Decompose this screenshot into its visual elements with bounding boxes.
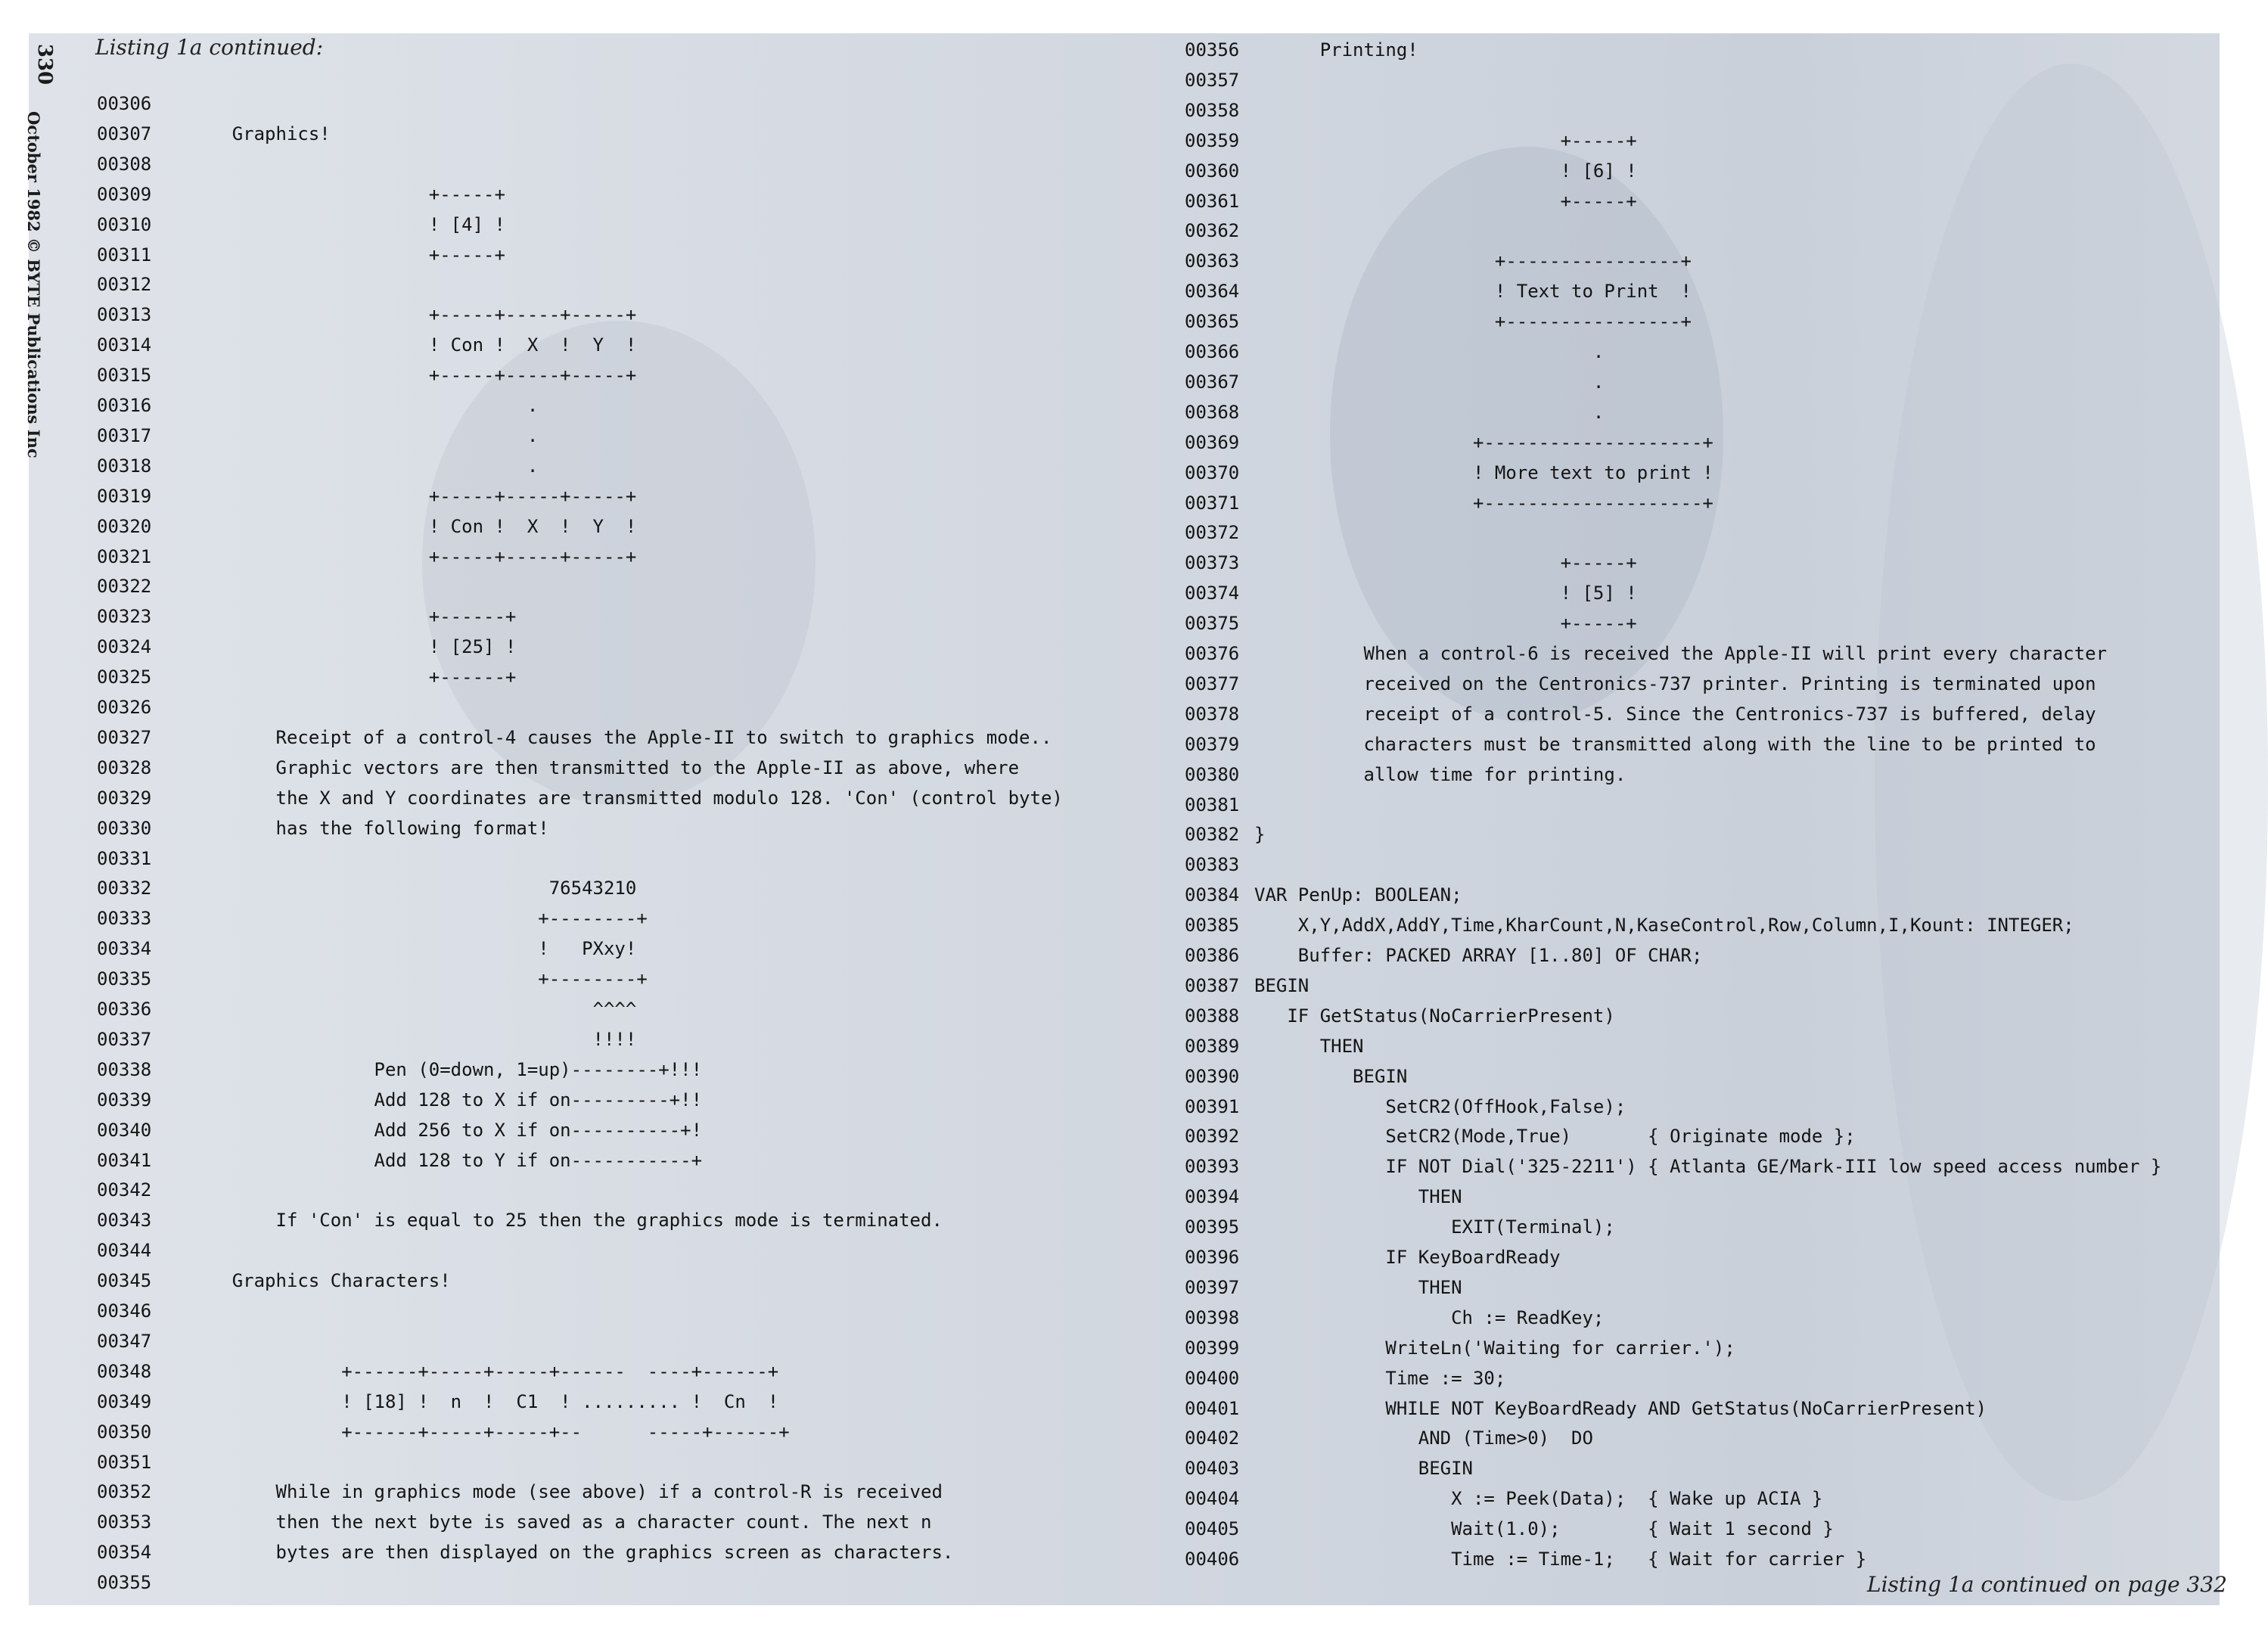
code-text: IF GetStatus(NoCarrierPresent) (1254, 1005, 1615, 1027)
line-number: 00375 (1185, 613, 1240, 635)
line-number: 00325 (97, 666, 152, 688)
line-number: 00393 (1185, 1156, 1240, 1178)
line-number: 00397 (1185, 1276, 1240, 1298)
code-text: +--------+ (166, 968, 648, 990)
header-caption: Listing 1a continued: (95, 35, 324, 60)
line-number: 00377 (1185, 673, 1240, 694)
line-number: 00382 (1185, 824, 1240, 846)
code-text: +-----+ (1254, 129, 1637, 151)
copyright-credit: October 1982 © BYTE Publications Inc (24, 111, 43, 458)
line-number: 00313 (97, 304, 152, 326)
line-number: 00370 (1185, 461, 1240, 483)
code-text: Graphics! (166, 123, 331, 144)
code-text: the X and Y coordinates are transmitted modulo 128. 'Con' (control byte) (166, 787, 1063, 809)
line-number: 00366 (1185, 341, 1240, 362)
code-text: ! PXxy! (166, 938, 637, 960)
code-text: characters must be transmitted along with the line to be printed to (1254, 733, 2096, 755)
code-text: ! More text to print ! (1254, 461, 1713, 483)
code-text: THEN (1254, 1186, 1462, 1208)
code-text: has the following format! (166, 817, 549, 839)
code-text: If 'Con' is equal to 25 then the graphics mode is terminated. (166, 1210, 943, 1232)
line-number: 00347 (97, 1330, 152, 1352)
code-text: SetCR2(OffHook,False); (1254, 1095, 1626, 1117)
line-number: 00309 (97, 183, 152, 205)
line-number: 00314 (97, 334, 152, 356)
line-number: 00337 (97, 1028, 152, 1050)
line-number: 00344 (97, 1240, 152, 1262)
line-number: 00346 (97, 1300, 152, 1322)
code-text: +-----+ (166, 244, 505, 266)
line-number: 00307 (97, 123, 152, 144)
code-text: X,Y,AddX,AddY,Time,KharCount,N,KaseControl,Row,Column,I,Kount: INTEGER; (1254, 915, 2074, 937)
line-number: 00376 (1185, 643, 1240, 664)
code-text: Graphics Characters! (166, 1270, 451, 1292)
code-text: VAR PenUp: BOOLEAN; (1254, 884, 1462, 906)
code-text: Buffer: PACKED ARRAY [1..80] OF CHAR; (1254, 945, 1703, 966)
code-text: +------+ (166, 606, 517, 628)
code-text: Ch := ReadKey; (1254, 1306, 1605, 1328)
line-number: 00398 (1185, 1306, 1240, 1328)
code-text: +-----+-----+-----+ (166, 365, 637, 387)
background-photo-blob (1875, 64, 2268, 1501)
footer-caption: Listing 1a continued on page 332 (1867, 1572, 2227, 1597)
code-text: WriteLn('Waiting for carrier.'); (1254, 1337, 1735, 1359)
code-text: ! Con ! X ! Y ! (166, 334, 637, 356)
line-number: 00318 (97, 455, 152, 477)
code-text: IF NOT Dial('325-2211') { Atlanta GE/Mark-III low speed access number } (1254, 1156, 2162, 1178)
code-text: ! Con ! X ! Y ! (166, 515, 637, 537)
line-number: 00364 (1185, 281, 1240, 303)
line-number: 00338 (97, 1058, 152, 1080)
line-number: 00330 (97, 817, 152, 839)
code-text: Time := Time-1; { Wait for carrier } (1254, 1549, 1867, 1570)
line-number: 00334 (97, 938, 152, 960)
code-text: Wait(1.0); { Wait 1 second } (1254, 1518, 1834, 1540)
line-number: 00308 (97, 153, 152, 175)
code-text: ! [18] ! n ! C1 ! ......... ! Cn ! (166, 1390, 779, 1412)
line-number: 00319 (97, 485, 152, 507)
line-number: 00373 (1185, 552, 1240, 574)
line-number: 00404 (1185, 1488, 1240, 1510)
code-text: . (166, 395, 539, 416)
code-text: +----------------+ (1254, 311, 1692, 333)
line-number: 00402 (1185, 1427, 1240, 1449)
code-text: . (1254, 401, 1605, 423)
code-text: ! [4] ! (166, 213, 505, 235)
line-number: 00380 (1185, 763, 1240, 785)
line-number: 00311 (97, 244, 152, 266)
code-text: receipt of a control-5. Since the Centronics-737 is buffered, delay (1254, 703, 2096, 725)
line-number: 00331 (97, 847, 152, 869)
code-text: BEGIN (1254, 1065, 1408, 1087)
line-number: 00321 (97, 545, 152, 567)
line-number: 00348 (97, 1360, 152, 1382)
code-text: Printing! (1254, 39, 1418, 61)
code-text: THEN (1254, 1035, 1364, 1057)
line-number: 00320 (97, 515, 152, 537)
code-text: WHILE NOT KeyBoardReady AND GetStatus(NoCarrierPresent) (1254, 1397, 1987, 1419)
code-text: Pen (0=down, 1=up)--------+!!! (166, 1058, 703, 1080)
code-text: +------+ (166, 666, 517, 688)
line-number: 00312 (97, 274, 152, 296)
line-number: 00326 (97, 697, 152, 718)
code-text: Add 256 to X if on----------+! (166, 1119, 703, 1141)
code-text: Time := 30; (1254, 1367, 1506, 1389)
line-number: 00360 (1185, 160, 1240, 182)
line-number: 00329 (97, 787, 152, 809)
line-number: 00333 (97, 908, 152, 930)
code-text: } (1254, 824, 1266, 846)
line-number: 00324 (97, 636, 152, 658)
line-number: 00349 (97, 1390, 152, 1412)
line-number: 00383 (1185, 854, 1240, 876)
line-number: 00327 (97, 726, 152, 748)
line-number: 00396 (1185, 1247, 1240, 1268)
line-number: 00403 (1185, 1458, 1240, 1480)
line-number: 00359 (1185, 129, 1240, 151)
line-number: 00358 (1185, 99, 1240, 121)
line-number: 00357 (1185, 69, 1240, 91)
line-number: 00336 (97, 999, 152, 1020)
line-number: 00400 (1185, 1367, 1240, 1389)
line-number: 00384 (1185, 884, 1240, 906)
line-number: 00386 (1185, 945, 1240, 966)
line-number: 00355 (97, 1572, 152, 1594)
line-number: 00391 (1185, 1095, 1240, 1117)
line-number: 00363 (1185, 250, 1240, 272)
line-number: 00395 (1185, 1216, 1240, 1238)
code-text: received on the Centronics-737 printer. Printing is terminated upon (1254, 673, 2096, 694)
line-number: 00394 (1185, 1186, 1240, 1208)
line-number: 00379 (1185, 733, 1240, 755)
page-number: 330 (33, 43, 57, 85)
code-text: +--------------------+ (1254, 492, 1713, 514)
line-number: 00322 (97, 576, 152, 598)
code-text: then the next byte is saved as a character count. The next n (166, 1511, 932, 1533)
line-number: 00345 (97, 1270, 152, 1292)
line-number: 00389 (1185, 1035, 1240, 1057)
code-text: ! [25] ! (166, 636, 517, 658)
line-number: 00339 (97, 1089, 152, 1111)
code-text: While in graphics mode (see above) if a control-R is received (166, 1481, 943, 1503)
code-text: +-----+-----+-----+ (166, 304, 637, 326)
line-number: 00371 (1185, 492, 1240, 514)
code-text: ^^^^ (166, 999, 637, 1020)
code-text: THEN (1254, 1276, 1462, 1298)
code-text: BEGIN (1254, 1458, 1473, 1480)
code-text: +-----+-----+-----+ (166, 545, 637, 567)
code-text: +--------+ (166, 908, 648, 930)
line-number: 00401 (1185, 1397, 1240, 1419)
line-number: 00388 (1185, 1005, 1240, 1027)
code-text: Graphic vectors are then transmitted to the Apple-II as above, where (166, 756, 1020, 778)
line-number: 00343 (97, 1210, 152, 1232)
code-text: Add 128 to Y if on-----------+ (166, 1149, 703, 1171)
line-number: 00356 (1185, 39, 1240, 61)
line-number: 00372 (1185, 522, 1240, 544)
line-number: 00368 (1185, 401, 1240, 423)
code-text: EXIT(Terminal); (1254, 1216, 1615, 1238)
code-text: +-----+ (1254, 552, 1637, 574)
code-text: X := Peek(Data); { Wake up ACIA } (1254, 1488, 1823, 1510)
code-text: +--------------------+ (1254, 431, 1713, 453)
code-text: ! Text to Print ! (1254, 281, 1692, 303)
code-text: !!!! (166, 1028, 637, 1050)
code-text: IF KeyBoardReady (1254, 1247, 1561, 1268)
code-text: BEGIN (1254, 974, 1310, 996)
line-number: 00350 (97, 1421, 152, 1443)
line-number: 00351 (97, 1451, 152, 1473)
code-text: SetCR2(Mode,True) { Originate mode }; (1254, 1126, 1856, 1148)
line-number: 00405 (1185, 1518, 1240, 1540)
line-number: 00352 (97, 1481, 152, 1503)
line-number: 00365 (1185, 311, 1240, 333)
line-number: 00306 (97, 93, 152, 114)
code-text: ! [5] ! (1254, 582, 1637, 604)
code-text: +------+-----+-----+-- -----+------+ (166, 1421, 790, 1443)
line-number: 00316 (97, 395, 152, 416)
line-number: 00315 (97, 365, 152, 387)
code-text: ! [6] ! (1254, 160, 1637, 182)
line-number: 00353 (97, 1511, 152, 1533)
code-text: +-----+-----+-----+ (166, 485, 637, 507)
line-number: 00328 (97, 756, 152, 778)
code-text: . (1254, 371, 1605, 393)
line-number: 00369 (1185, 431, 1240, 453)
line-number: 00392 (1185, 1126, 1240, 1148)
line-number: 00381 (1185, 794, 1240, 815)
line-number: 00354 (97, 1542, 152, 1564)
line-number: 00317 (97, 424, 152, 446)
line-number: 00342 (97, 1179, 152, 1201)
code-text: +-----+ (1254, 613, 1637, 635)
line-number: 00367 (1185, 371, 1240, 393)
code-text: . (166, 424, 539, 446)
line-number: 00390 (1185, 1065, 1240, 1087)
line-number: 00387 (1185, 974, 1240, 996)
code-text: allow time for printing. (1254, 763, 1626, 785)
code-text: +-----+ (166, 183, 505, 205)
line-number: 00310 (97, 213, 152, 235)
code-text: Add 128 to X if on---------+!! (166, 1089, 703, 1111)
code-text: Receipt of a control-4 causes the Apple-II to switch to graphics mode.. (166, 726, 1052, 748)
line-number: 00385 (1185, 915, 1240, 937)
code-text: +------+-----+-----+------ ----+------+ (166, 1360, 779, 1382)
line-number: 00323 (97, 606, 152, 628)
line-number: 00406 (1185, 1549, 1240, 1570)
listing-page (24, 33, 2227, 1605)
line-number: 00340 (97, 1119, 152, 1141)
code-text: . (166, 455, 539, 477)
code-text: +----------------+ (1254, 250, 1692, 272)
line-number: 00335 (97, 968, 152, 990)
page-sidebar (24, 39, 57, 508)
line-number: 00361 (1185, 190, 1240, 212)
line-number: 00332 (97, 878, 152, 899)
code-text: . (1254, 341, 1605, 362)
line-number: 00399 (1185, 1337, 1240, 1359)
code-text: When a control-6 is received the Apple-II will print every character (1254, 643, 2108, 664)
line-number: 00374 (1185, 582, 1240, 604)
code-text: bytes are then displayed on the graphics screen as characters. (166, 1542, 954, 1564)
code-text: AND (Time>0) DO (1254, 1427, 1593, 1449)
line-number: 00341 (97, 1149, 152, 1171)
code-text: +-----+ (1254, 190, 1637, 212)
line-number: 00378 (1185, 703, 1240, 725)
line-number: 00362 (1185, 220, 1240, 242)
code-text: 76543210 (166, 878, 637, 899)
